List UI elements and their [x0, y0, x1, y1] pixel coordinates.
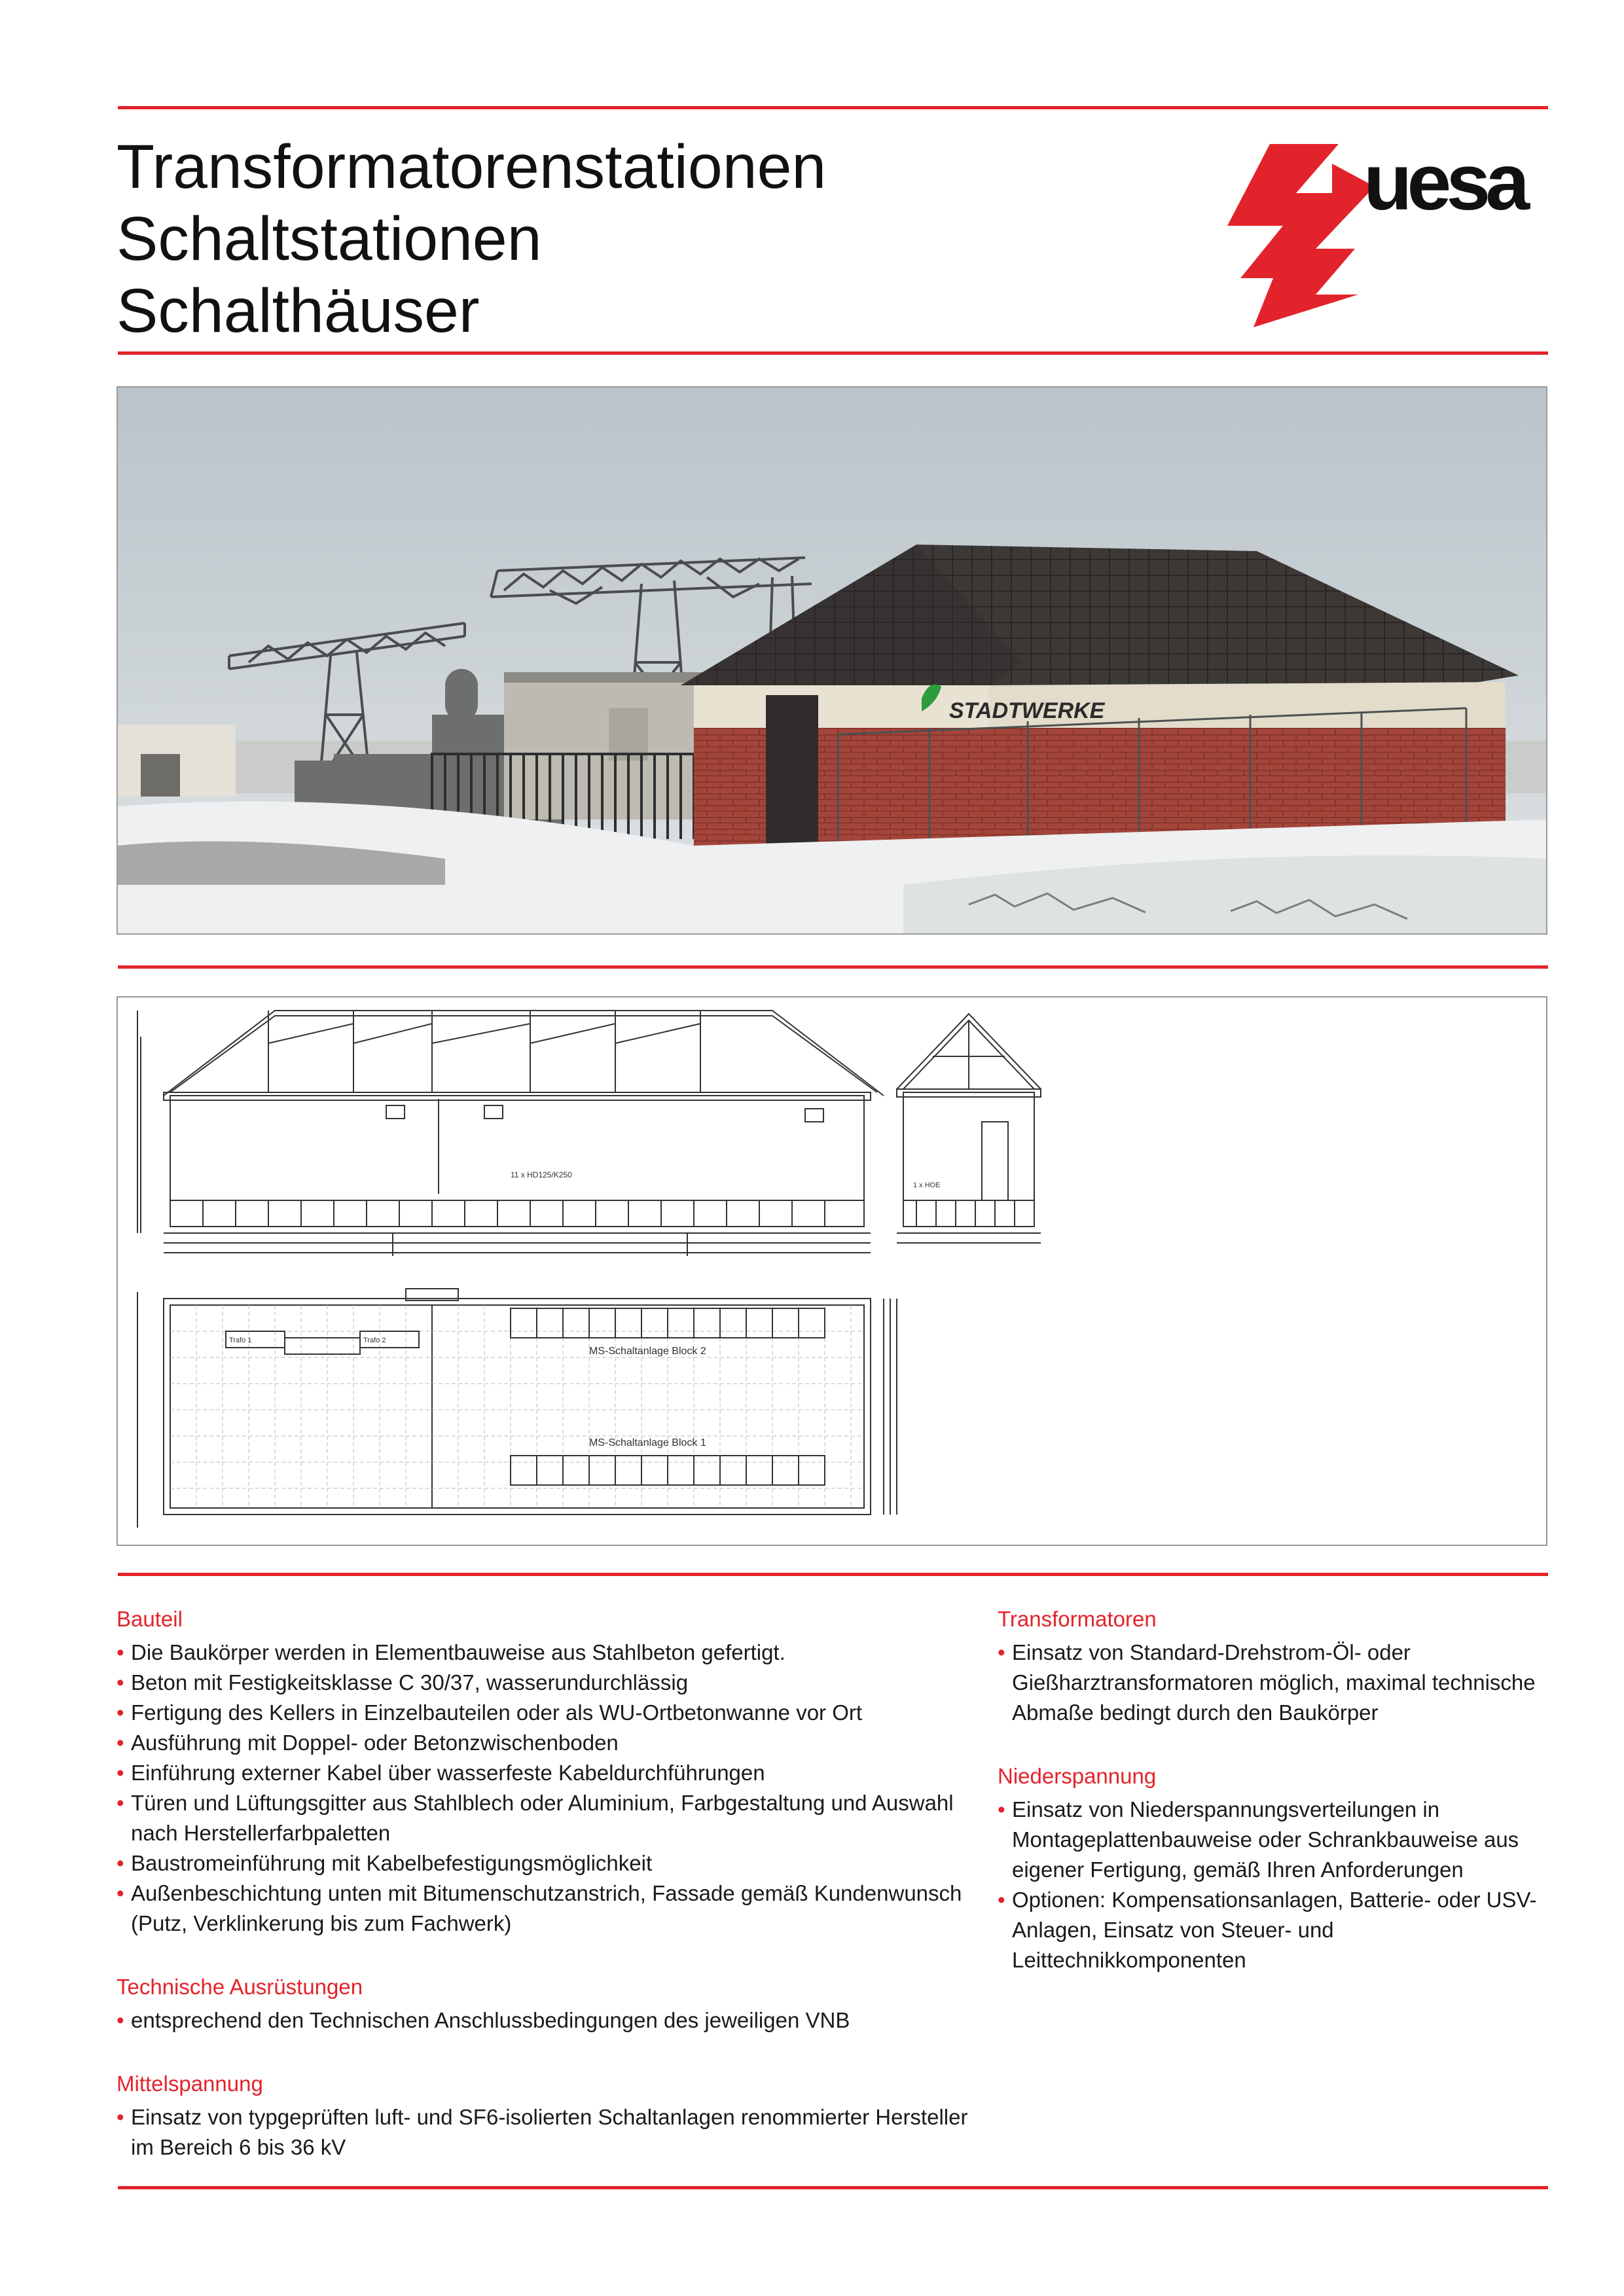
- rule-header-bottom: [118, 351, 1548, 355]
- uesa-logo: [1201, 134, 1555, 331]
- list-item: • Ausführung mit Doppel- oder Betonzwischenboden: [117, 1728, 981, 1758]
- list-item: • Einsatz von Niederspannungsverteilungen in Montageplattenbauweise oder Schrankbauweise aus eigener Fertigung, gemäß Ihren Anforderungen: [998, 1795, 1554, 1885]
- section-mittelspannung: [117, 2070, 981, 2162]
- section-title-niederspannung: Niederspannung: [998, 1764, 1157, 1788]
- section-title-mittelspannung: Mittelspannung: [117, 2072, 263, 2096]
- list-item: • Die Baukörper werden in Elementbauweise aus Stahlbeton gefertigt.: [117, 1638, 981, 1668]
- label-section: 11 x HD125/K250: [511, 1170, 572, 1179]
- svg-text:STADTWERKE: STADTWERKE: [949, 698, 1105, 723]
- list-item: • Einsatz von Standard-Drehstrom-Öl- oder Gießharztransformatoren möglich, maximal technische Abmaße bedingt durch den Baukörper: [998, 1638, 1554, 1728]
- rule-photo-bottom: [118, 965, 1548, 969]
- technical-drawing-svg: [118, 997, 1547, 1546]
- label-right: 1 x HOE: [913, 1181, 941, 1189]
- list-item: • Optionen: Kompensationsanlagen, Batterie- oder USV-Anlagen, Einsatz von Steuer- und Leittechnikkomponenten: [998, 1885, 1554, 1975]
- right-column: [998, 1605, 1554, 2009]
- drawing-floor-plan: [137, 1289, 897, 1528]
- logo-text: uesa: [1363, 137, 1525, 226]
- drawing-longitudinal-section: [137, 1011, 884, 1256]
- left-column: [117, 1605, 981, 2197]
- section-title-bauteil: Bauteil: [117, 1607, 183, 1631]
- logo-mark-icon: [1227, 144, 1375, 327]
- section-title-technische: Technische Ausrüstungen: [117, 1975, 363, 1999]
- niederspannung-list: [998, 1795, 1554, 1975]
- list-item: • Türen und Lüftungsgitter aus Stahlblech oder Aluminium, Farbgestaltung und Auswahl nach Herstellerfarbpaletten: [117, 1788, 981, 1848]
- section-niederspannung: [998, 1762, 1554, 1975]
- list-item: • Einsatz von typgeprüften luft- und SF6-isolierten Schaltanlagen renommierter Hersteller im Bereich 6 bis 36 kV: [117, 2102, 981, 2162]
- building-door: [766, 695, 818, 865]
- section-transformatoren: [998, 1605, 1554, 1728]
- technical-drawing: [117, 996, 1547, 1546]
- title-line-2: Schaltstationen: [117, 204, 542, 274]
- rule-top: [118, 106, 1548, 109]
- station-photo: [117, 386, 1547, 935]
- list-item: • Baustromeinführung mit Kabelbefestigungsmöglichkeit: [117, 1848, 981, 1878]
- rule-drawing-bottom: [118, 1573, 1548, 1576]
- mittelspannung-list: [117, 2102, 981, 2162]
- page-title: [117, 131, 826, 347]
- list-item: • Beton mit Festigkeitsklasse C 30/37, wasserundurchlässig: [117, 1668, 981, 1698]
- section-technische: [117, 1973, 981, 2036]
- transformatoren-list: [998, 1638, 1554, 1728]
- section-bauteil: [117, 1605, 981, 1939]
- title-line-1: Transformatorenstationen: [117, 132, 827, 202]
- list-item: • Außenbeschichtung unten mit Bitumenschutzanstrich, Fassade gemäß Kundenwunsch (Putz, Verklinkerung bis zum Fachwerk): [117, 1878, 981, 1939]
- list-item: • Fertigung des Kellers in Einzelbauteilen oder als WU-Ortbetonwanne vor Ort: [117, 1698, 981, 1728]
- list-item: • Einführung externer Kabel über wasserfeste Kabeldurchführungen: [117, 1758, 981, 1788]
- title-line-3: Schalthäuser: [117, 276, 480, 346]
- section-title-transformatoren: Transformatoren: [998, 1607, 1157, 1631]
- bauteil-list: [117, 1638, 981, 1939]
- label-trafo2: Trafo 2: [363, 1336, 386, 1344]
- drawing-cross-section: [897, 1014, 1041, 1243]
- label-block1: MS-Schaltanlage Block 1: [589, 1437, 706, 1448]
- technische-list: [117, 2005, 981, 2036]
- label-trafo1: Trafo 1: [229, 1336, 252, 1344]
- station-photo-illustration: [118, 387, 1547, 935]
- label-block2: MS-Schaltanlage Block 2: [589, 1346, 706, 1357]
- list-item: • entsprechend den Technischen Anschlussbedingungen des jeweiligen VNB: [117, 2005, 981, 2036]
